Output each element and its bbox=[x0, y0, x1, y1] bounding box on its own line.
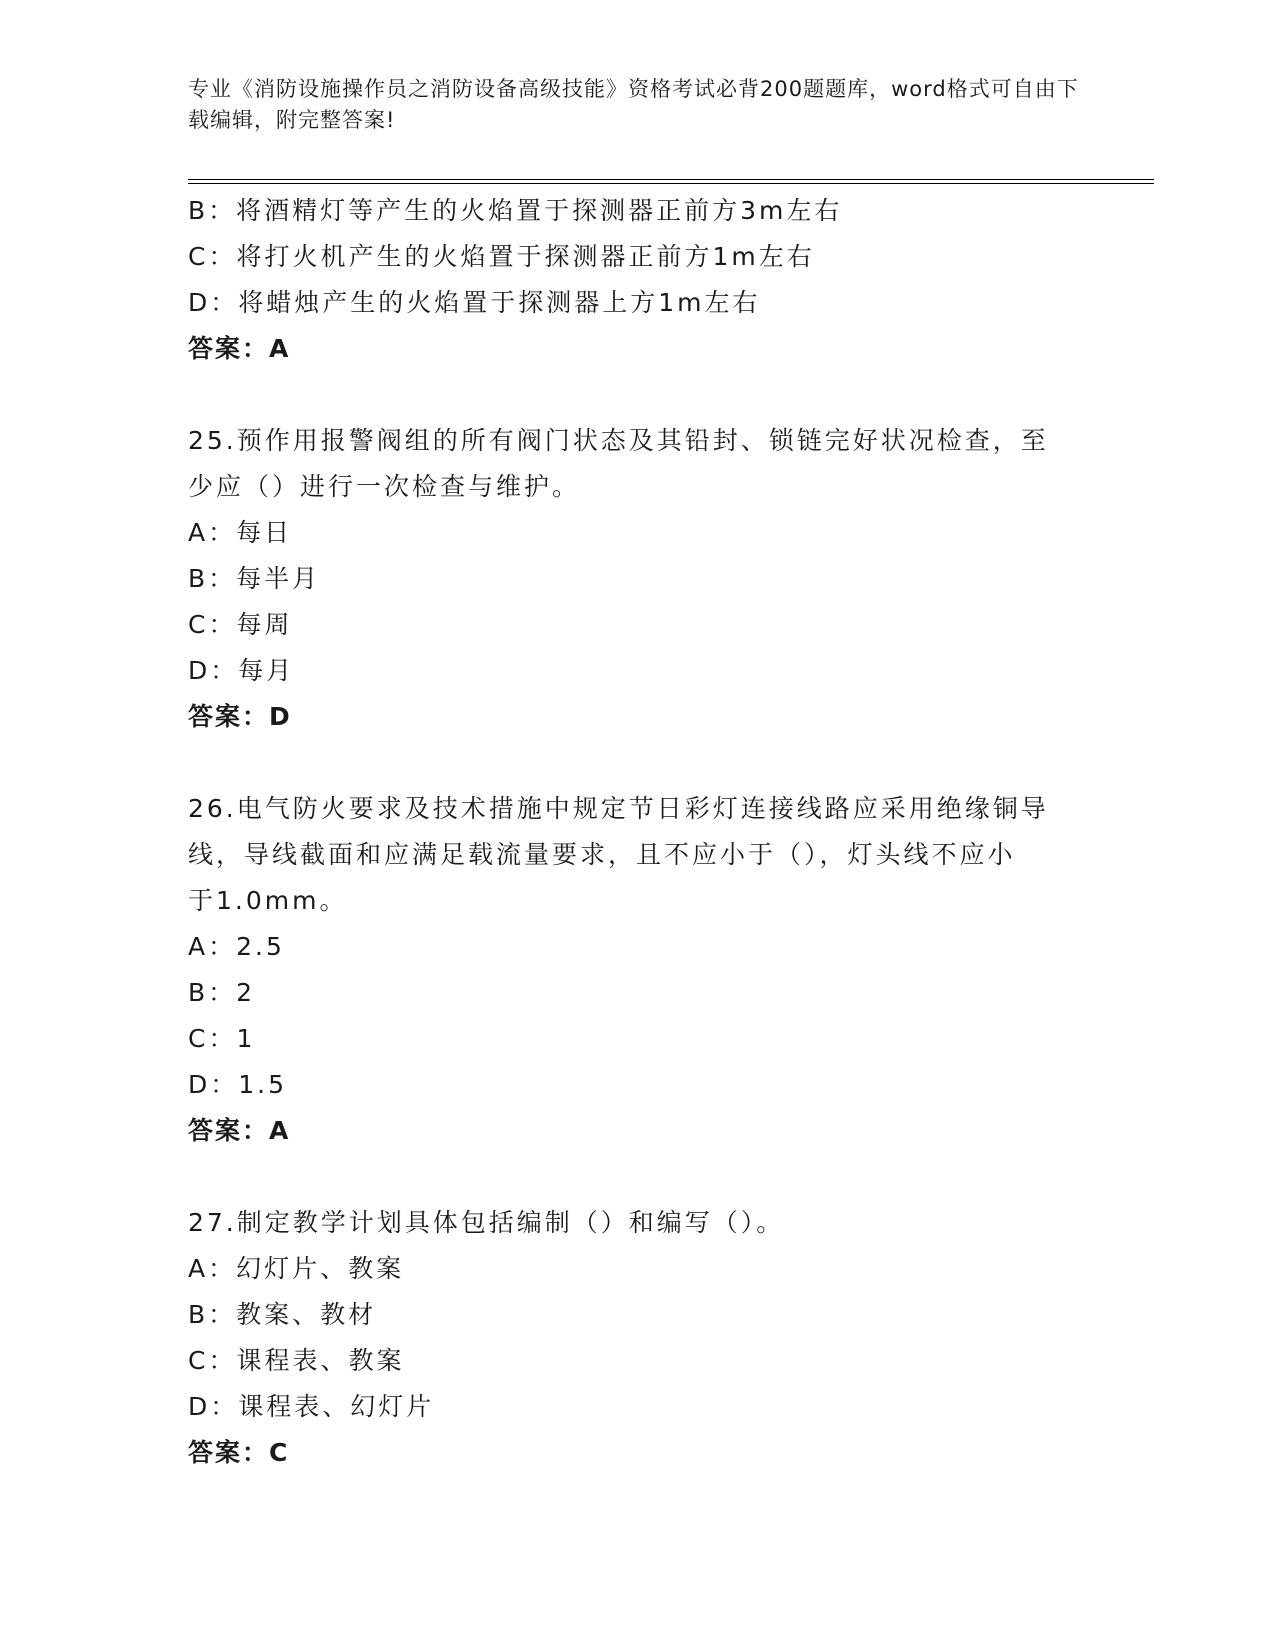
option-c: C：课程表、教案 bbox=[188, 1346, 405, 1375]
option-b: B：将酒精灯等产生的火焰置于探测器正前方3m左右 bbox=[188, 196, 843, 225]
previous-question-tail bbox=[188, 188, 1088, 372]
option-b: B：2 bbox=[188, 978, 256, 1007]
header-rule-bottom bbox=[188, 183, 1154, 184]
question-25 bbox=[188, 418, 1088, 740]
question-stem-line: 25.预作用报警阀组的所有阀门状态及其铅封、锁链完好状况检查，至 bbox=[188, 426, 1049, 455]
option-d: D：将蜡烛产生的火焰置于探测器上方1m左右 bbox=[188, 288, 761, 317]
question-stem-line: 27.制定教学计划具体包括编制（）和编写（）。 bbox=[188, 1208, 785, 1237]
option-b: B：每半月 bbox=[188, 564, 321, 593]
question-27 bbox=[188, 1200, 1088, 1476]
answer-line: 答案：D bbox=[188, 702, 292, 731]
document-header bbox=[188, 74, 1088, 136]
question-stem-line: 于1.0mm。 bbox=[188, 886, 348, 915]
answer-line: 答案：C bbox=[188, 1438, 290, 1467]
option-c: C：1 bbox=[188, 1024, 256, 1053]
option-c: C：将打火机产生的火焰置于探测器正前方1m左右 bbox=[188, 242, 815, 271]
option-d: D：1.5 bbox=[188, 1070, 288, 1099]
question-stem-line: 线，导线截面和应满足载流量要求，且不应小于（），灯头线不应小 bbox=[188, 840, 1016, 869]
header-rule-top bbox=[188, 179, 1154, 180]
question-stem-line: 26.电气防火要求及技术措施中规定节日彩灯连接线路应采用绝缘铜导 bbox=[188, 794, 1049, 823]
question-26 bbox=[188, 786, 1088, 1154]
option-b: B：教案、教材 bbox=[188, 1300, 377, 1329]
option-c: C：每周 bbox=[188, 610, 293, 639]
answer-line: 答案：A bbox=[188, 334, 291, 363]
option-d: D：课程表、幻灯片 bbox=[188, 1392, 435, 1421]
option-a: A：幻灯片、教案 bbox=[188, 1254, 405, 1283]
option-a: A：每日 bbox=[188, 518, 293, 547]
question-stem-line: 少应（）进行一次检查与维护。 bbox=[188, 472, 581, 501]
header-title: 专业《消防设施操作员之消防设备高级技能》资格考试必背200题题库，word格式可自由下载编辑，附完整答案! bbox=[188, 77, 1079, 132]
answer-line: 答案：A bbox=[188, 1116, 291, 1145]
question-content bbox=[188, 188, 1088, 1476]
option-d: D：每月 bbox=[188, 656, 295, 685]
option-a: A：2.5 bbox=[188, 932, 285, 961]
